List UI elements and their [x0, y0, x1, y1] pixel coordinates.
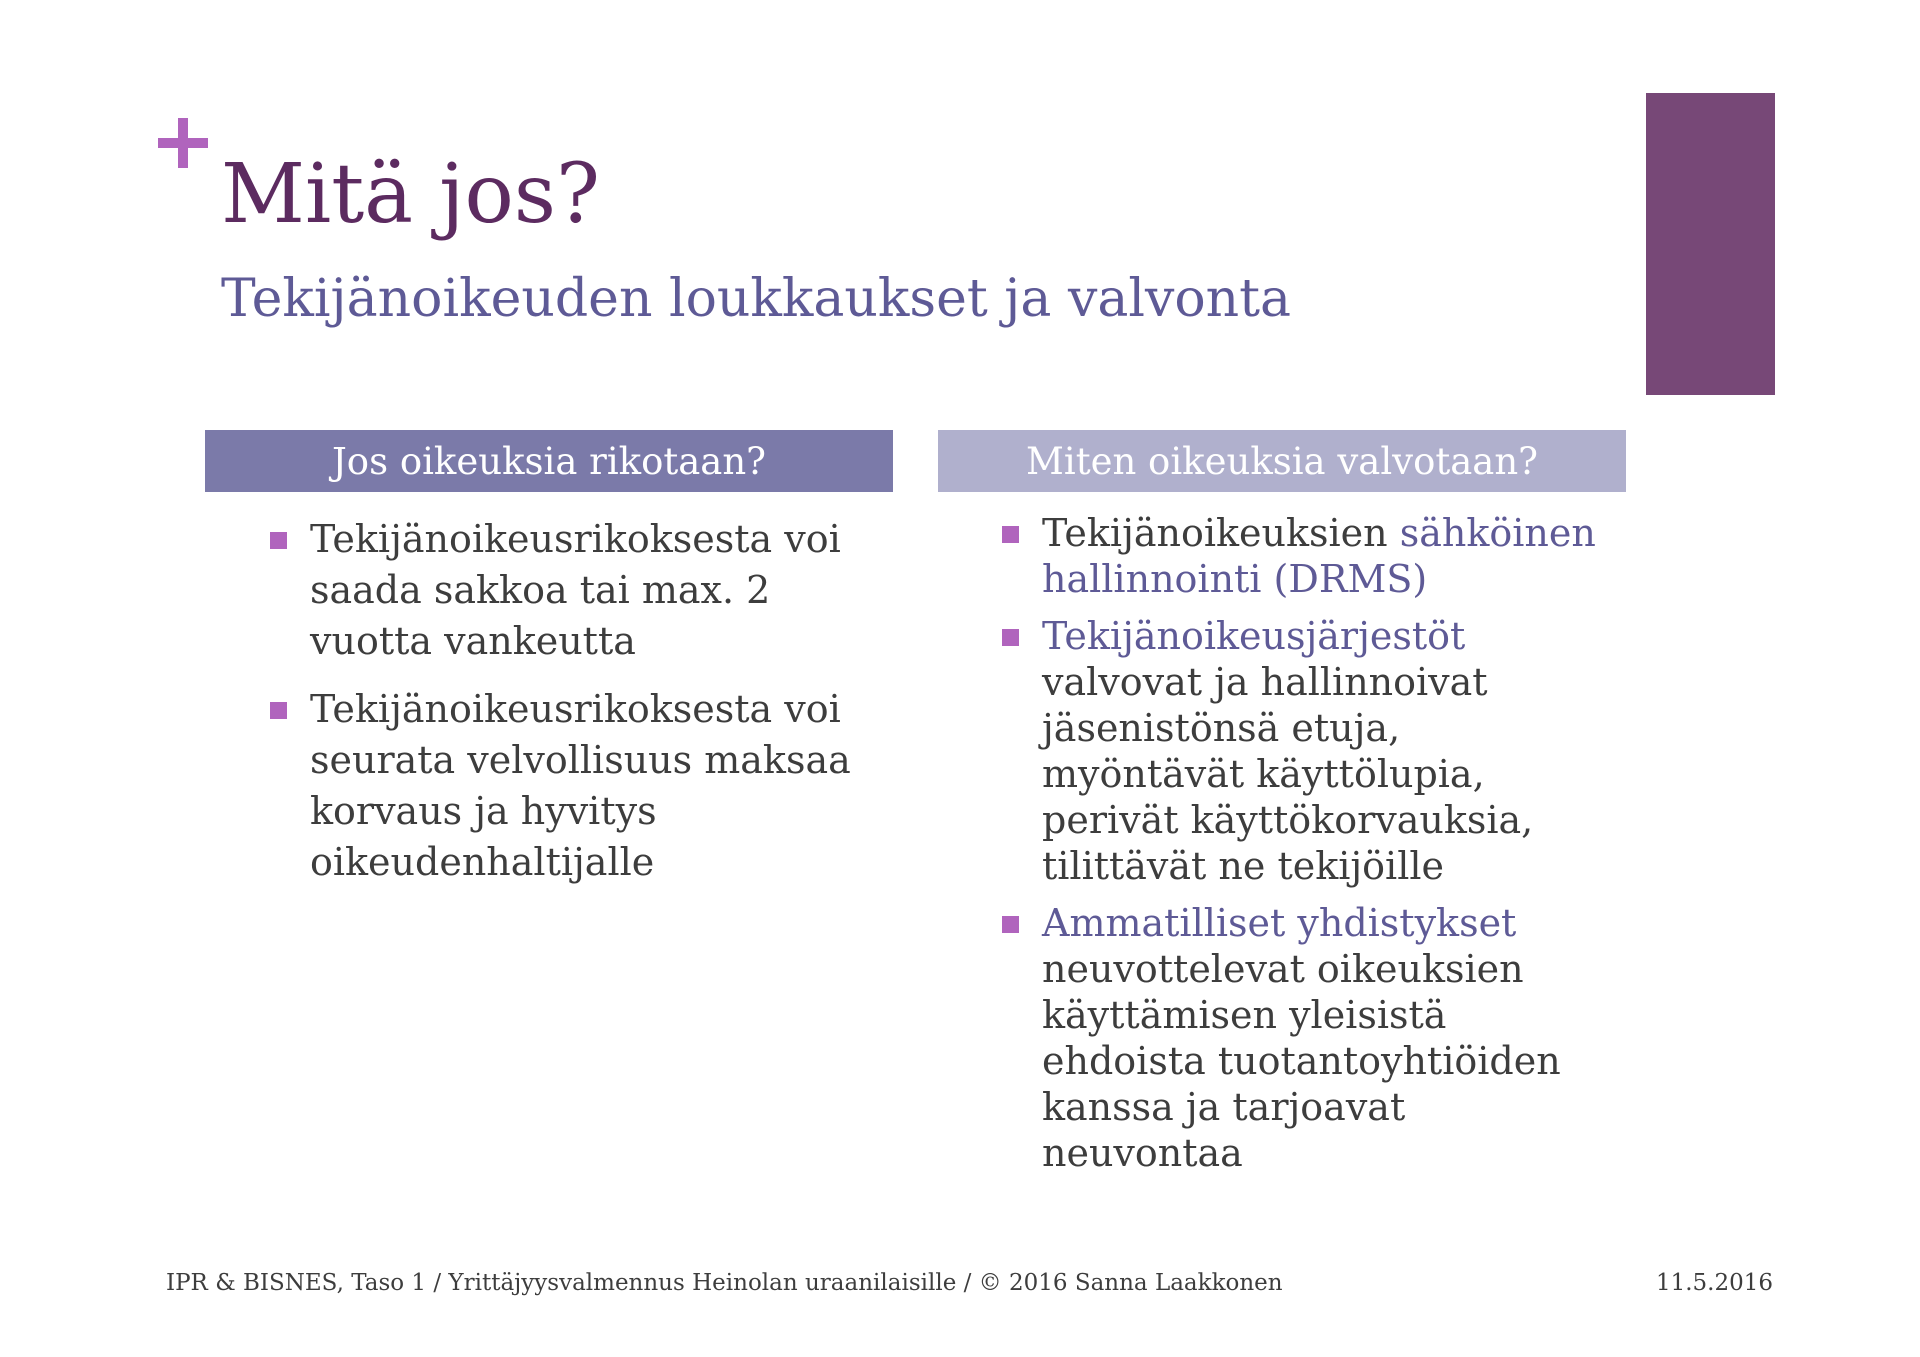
- list-item-rest: neuvottelevat oikeuksien käyttämisen yleisistä ehdoista tuotantoyhtiöiden kanssa ja tarjoavat neuvontaa: [1042, 947, 1561, 1175]
- right-bullet-list: [1000, 510, 1600, 1187]
- list-item-highlight: sähköinen hallinnointi (DRMS): [1042, 511, 1596, 601]
- list-item: [1000, 510, 1600, 602]
- slide-subtitle: Tekijänoikeuden loukkaukset ja valvonta: [221, 269, 1292, 329]
- square-bullet-icon: [1002, 916, 1019, 933]
- right-column-header-label: Miten oikeuksia valvotaan?: [1025, 439, 1539, 483]
- list-item: [1000, 613, 1600, 889]
- list-item-text: Tekijänoikeusrikoksesta voi saada sakkoa tai max. 2 vuotta vankeutta: [310, 517, 841, 663]
- plus-icon: [158, 118, 208, 168]
- square-bullet-icon: [1002, 526, 1019, 543]
- accent-bar: [1646, 93, 1775, 395]
- list-item-highlight: Ammatilliset yhdistykset: [1042, 901, 1517, 945]
- list-item: [1000, 900, 1600, 1176]
- footer-date: 11.5.2016: [1655, 1270, 1773, 1296]
- left-bullet-list: [268, 514, 898, 905]
- right-column-header: [938, 430, 1626, 492]
- list-item-text: Tekijänoikeusrikoksesta voi seurata velvollisuus maksaa korvaus ja hyvitys oikeudenhaltijalle: [310, 687, 851, 884]
- square-bullet-icon: [1002, 629, 1019, 646]
- left-column-header-label: Jos oikeuksia rikotaan?: [331, 439, 767, 483]
- list-item-rest: valvovat ja hallinnoivat jäsenistönsä etuja, myöntävät käyttölupia, perivät käyttökorvauksia, tilittävät ne tekijöille: [1042, 660, 1534, 888]
- slide-title: Mitä jos?: [221, 147, 600, 242]
- square-bullet-icon: [270, 702, 287, 719]
- list-item-highlight: Tekijänoikeusjärjestöt: [1042, 614, 1466, 658]
- square-bullet-icon: [270, 532, 287, 549]
- footer-credit: IPR & BISNES, Taso 1 / Yrittäjyysvalmennus Heinolan uraanilaisille / © 2016 Sanna Laakkonen: [166, 1270, 1283, 1296]
- left-column-header: [205, 430, 893, 492]
- list-item: [268, 514, 898, 667]
- list-item-lead: Tekijänoikeuksien: [1042, 511, 1388, 555]
- list-item: [268, 684, 898, 888]
